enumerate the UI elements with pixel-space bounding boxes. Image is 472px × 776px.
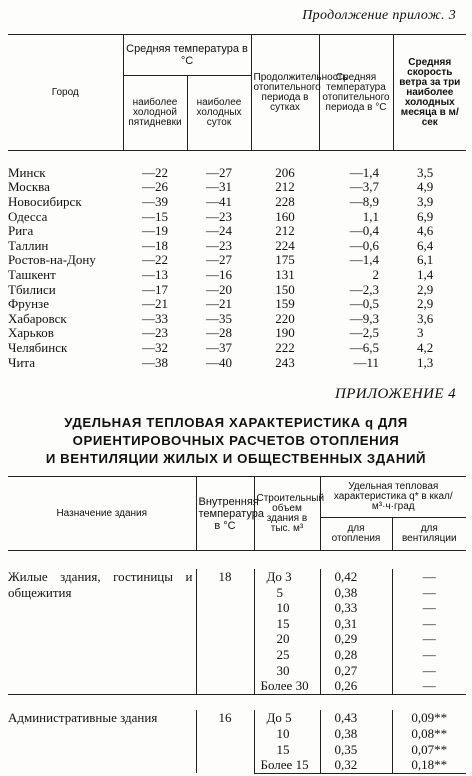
ventilation-q-cell: —	[392, 631, 466, 647]
header-purpose: Назначение здания	[8, 477, 196, 551]
wind-speed-cell: 2,9	[417, 281, 434, 297]
coldest-day-cell: —23	[206, 208, 232, 224]
header-ventilation: для вентиляции	[392, 518, 466, 551]
coldest-5day-cell: —17	[142, 281, 168, 297]
coldest-day-cell: —27	[206, 252, 232, 268]
header-coldest-5day: наиболее холодной пятидневки	[123, 76, 187, 151]
heat-characteristic-table	[8, 476, 466, 774]
coldest-5day-cell: —39	[142, 194, 168, 210]
table-row	[8, 341, 466, 356]
wind-speed-cell: 4,9	[417, 179, 434, 195]
coldest-day-cell: —31	[206, 179, 232, 195]
table-row	[8, 326, 466, 341]
heating-duration-cell: 150	[275, 281, 295, 297]
ventilation-q-cell: 0,08**	[392, 726, 466, 742]
heating-duration-cell: 131	[275, 267, 295, 283]
wind-speed-cell: 4,6	[417, 223, 434, 239]
heating-q-cell: 0,35	[320, 742, 392, 758]
table-row	[8, 355, 466, 370]
coldest-day-cell: —21	[206, 296, 232, 312]
heating-duration-cell: 159	[275, 296, 295, 312]
avg-heating-temp-cell: —9,3	[349, 310, 380, 326]
heading-line: ОРИЕНТИРОВОЧНЫХ РАСЧЕТОВ ОТОПЛЕНИЯ	[72, 433, 400, 448]
avg-heating-temp-cell: —0,4	[349, 223, 380, 239]
header-city: Город	[8, 35, 123, 151]
wind-speed-cell: 6,1	[417, 252, 434, 268]
wind-speed-cell: 3	[417, 325, 424, 341]
heating-q-cell: 0,29	[320, 631, 392, 647]
heating-duration-cell: 224	[275, 237, 295, 253]
header-heating: для отопления	[320, 518, 392, 551]
wind-speed-cell: 4,2	[417, 340, 434, 356]
coldest-5day-cell: —23	[142, 325, 168, 341]
heating-duration-cell: 190	[275, 325, 295, 341]
coldest-5day-cell: —13	[142, 267, 168, 283]
ventilation-q-cell: 0,18**	[392, 757, 466, 773]
heating-duration-cell: 222	[275, 340, 295, 356]
heading-line: И ВЕНТИЛЯЦИИ ЖИЛЫХ И ОБЩЕСТВЕННЫХ ЗДАНИЙ	[45, 451, 427, 466]
coldest-5day-cell: —19	[142, 223, 168, 239]
header-coldest-day: наиболее холодных суток	[187, 76, 251, 151]
table-row	[8, 268, 466, 283]
avg-heating-temp-cell: —1,4	[349, 252, 380, 268]
volume-cell: До 5	[254, 710, 320, 726]
ventilation-q-cell: —	[392, 616, 466, 632]
heating-q-cell: 0,28	[320, 647, 392, 663]
volume-cell: Более 30	[254, 678, 320, 694]
coldest-5day-cell: —22	[142, 252, 168, 268]
heating-duration-cell: 243	[275, 354, 295, 370]
appendix-title: ПРИЛОЖЕНИЕ 4	[334, 386, 456, 402]
table-row	[8, 297, 466, 312]
header-inner-temp: Внутренняя температура в °C	[196, 477, 254, 551]
heating-q-cell: 0,33	[320, 600, 392, 616]
table-row	[8, 569, 466, 585]
avg-heating-temp-cell: —0,5	[349, 296, 380, 312]
volume-cell: 30	[254, 663, 320, 679]
table-row	[8, 224, 466, 239]
coldest-day-cell: —23	[206, 237, 232, 253]
header-avg-temp: Средняя температура в °C	[123, 35, 251, 76]
coldest-day-cell: —24	[206, 223, 232, 239]
wind-speed-cell: 3,9	[417, 194, 434, 210]
city-cell: Новосибирск	[8, 194, 82, 210]
wind-speed-cell: 1,3	[417, 354, 434, 370]
avg-heating-temp-cell: 1,1	[362, 208, 380, 224]
city-cell: Рига	[8, 223, 34, 239]
wind-speed-cell: 3,5	[417, 164, 434, 180]
ventilation-q-cell: —	[392, 600, 466, 616]
heating-q-cell: 0,38	[320, 726, 392, 742]
coldest-5day-cell: —38	[142, 354, 168, 370]
heating-duration-cell: 212	[275, 179, 295, 195]
heating-duration-cell: 206	[275, 164, 295, 180]
table-row	[8, 195, 466, 210]
avg-heating-temp-cell: —2,3	[349, 281, 380, 297]
coldest-5day-cell: —21	[142, 296, 168, 312]
table-row	[8, 710, 466, 726]
wind-speed-cell: 2,9	[417, 296, 434, 312]
header-volume: Строительный объем здания в тыс. м³	[254, 477, 320, 551]
coldest-day-cell: —40	[206, 354, 232, 370]
heating-duration-cell: 228	[275, 194, 295, 210]
coldest-day-cell: —35	[206, 310, 232, 326]
inner-temp-cell: 16	[196, 710, 254, 773]
ventilation-q-cell: 0,07**	[392, 742, 466, 758]
header-q-char: Удельная тепловая характеристика q* в ккал/м³·ч·град	[320, 477, 466, 518]
heating-q-cell: 0,27	[320, 663, 392, 679]
city-cell: Тбилиси	[8, 281, 56, 297]
avg-heating-temp-cell: —6,5	[349, 340, 380, 356]
table-row	[8, 282, 466, 297]
inner-temp-cell: 18	[196, 569, 254, 694]
city-cell: Минск	[8, 164, 46, 180]
heading-line: УДЕЛЬНАЯ ТЕПЛОВАЯ ХАРАКТЕРИСТИКА q ДЛЯ	[64, 415, 408, 430]
ventilation-q-cell: —	[392, 647, 466, 663]
coldest-5day-cell: —18	[142, 237, 168, 253]
table-row	[8, 180, 466, 195]
coldest-day-cell: —27	[206, 164, 232, 180]
heating-duration-cell: 212	[275, 223, 295, 239]
heating-q-cell: 0,32	[320, 757, 392, 773]
table-row	[8, 209, 466, 224]
table-row	[8, 239, 466, 254]
volume-cell: 25	[254, 647, 320, 663]
coldest-day-cell: —37	[206, 340, 232, 356]
avg-heating-temp-cell: —3,7	[349, 179, 380, 195]
volume-cell: 15	[254, 616, 320, 632]
heating-duration-cell: 220	[275, 310, 295, 326]
coldest-day-cell: —16	[206, 267, 232, 283]
city-cell: Ташкент	[8, 267, 56, 283]
wind-speed-cell: 6,9	[417, 208, 434, 224]
heating-q-cell: 0,26	[320, 678, 392, 694]
wind-speed-cell: 6,4	[417, 237, 434, 253]
city-cell: Челябинск	[8, 340, 68, 356]
city-cell: Фрунзе	[8, 296, 49, 312]
purpose-cell: Жилые здания, гостиницы и общежития	[8, 569, 193, 600]
table-row	[8, 253, 466, 268]
volume-cell: 10	[254, 726, 320, 742]
avg-heating-temp-cell: —8,9	[349, 194, 380, 210]
avg-heating-temp-cell: —2,5	[349, 325, 380, 341]
ventilation-q-cell: —	[392, 569, 466, 585]
ventilation-q-cell: —	[392, 585, 466, 601]
city-cell: Хабаровск	[8, 310, 67, 326]
volume-cell: 20	[254, 631, 320, 647]
avg-heating-temp-cell: —0,6	[349, 237, 380, 253]
coldest-day-cell: —28	[206, 325, 232, 341]
ventilation-q-cell: —	[392, 663, 466, 679]
ventilation-q-cell: —	[392, 678, 466, 694]
heating-duration-cell: 175	[275, 252, 295, 268]
city-cell: Одесса	[8, 208, 48, 224]
table-row	[8, 166, 466, 181]
heating-q-cell: 0,38	[320, 585, 392, 601]
coldest-5day-cell: —22	[142, 164, 168, 180]
coldest-5day-cell: —26	[142, 179, 168, 195]
avg-heating-temp-cell: —11	[353, 354, 380, 370]
wind-speed-cell: 3,6	[417, 310, 434, 326]
heating-q-cell: 0,42	[320, 569, 392, 585]
city-cell: Ростов-на-Дону	[8, 252, 96, 268]
purpose-cell: Административные здания	[8, 710, 158, 726]
ventilation-q-cell: 0,09**	[392, 710, 466, 726]
coldest-5day-cell: —15	[142, 208, 168, 224]
header-wind-speed: Средняя скорость ветра за три наиболее холодных месяца в м/сек	[393, 35, 466, 151]
volume-cell: 15	[254, 742, 320, 758]
volume-cell: 5	[254, 585, 320, 601]
continuation-label: Продолжение прилож. 3	[302, 8, 456, 23]
heating-q-cell: 0,43	[320, 710, 392, 726]
coldest-day-cell: —20	[206, 281, 232, 297]
avg-heating-temp-cell: —1,4	[349, 164, 380, 180]
city-cell: Харьков	[8, 325, 54, 341]
table-row	[8, 312, 466, 327]
header-heating-duration: Продолжительность отопительного периода в сутках	[251, 35, 319, 151]
volume-cell: Более 15	[254, 757, 320, 773]
coldest-day-cell: —41	[206, 194, 232, 210]
heating-duration-cell: 160	[275, 208, 295, 224]
volume-cell: До 3	[254, 569, 320, 585]
volume-cell: 10	[254, 600, 320, 616]
section-heading	[0, 414, 472, 468]
climate-table	[8, 34, 466, 370]
city-cell: Чита	[8, 354, 36, 370]
wind-speed-cell: 1,4	[417, 267, 434, 283]
city-cell: Таллин	[8, 237, 49, 253]
header-avg-heating-temp: Средняя температура отопительного периода в °C	[319, 35, 393, 151]
avg-heating-temp-cell: 2	[372, 267, 380, 283]
coldest-5day-cell: —32	[142, 340, 168, 356]
city-cell: Москва	[8, 179, 50, 195]
coldest-5day-cell: —33	[142, 310, 168, 326]
heating-q-cell: 0,31	[320, 616, 392, 632]
